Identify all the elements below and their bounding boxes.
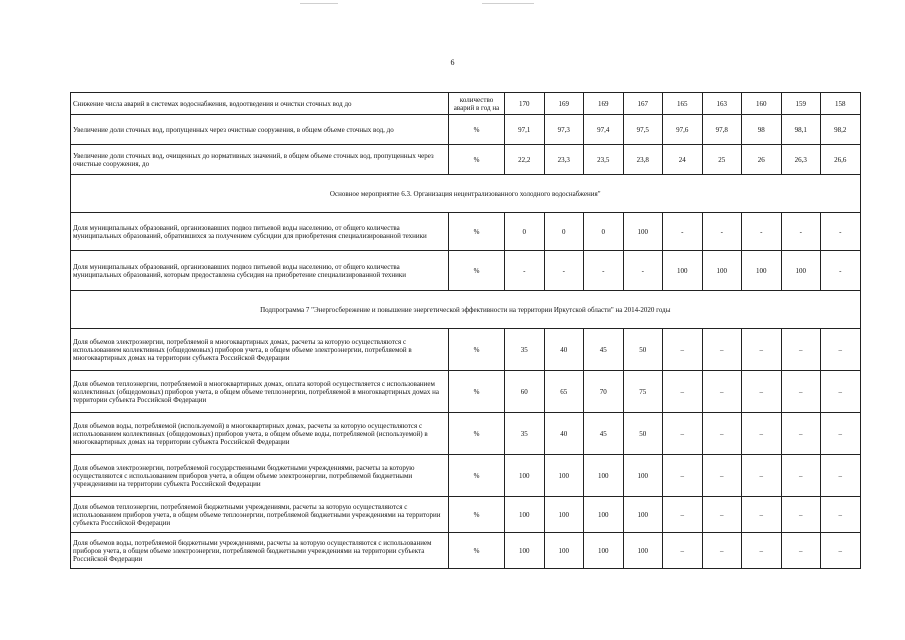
value-cell: – bbox=[821, 497, 861, 533]
value-cell: - bbox=[821, 213, 861, 251]
indicator-description: Доля объемов электроэнергии, потребляемой в многоквартирных домах, расчеты за которую осуществляются с использованием коллективных (общедомовых) приборов учета, в общем объеме электроэнергии, потребляемой в многоквартирных домах на территории субъекта Российской Федерации bbox=[71, 329, 449, 371]
value-cell: 24 bbox=[663, 145, 703, 175]
indicator-description: Доля объемов электроэнергии, потребляемой государственными бюджетными учреждениями, расчеты за которую осуществляются с использованием приборов учета, в общем объеме электроэнергии, потребляемой бюджетными учреждениями на территории субъекта Российской Федерации bbox=[71, 455, 449, 497]
value-cell: - bbox=[781, 213, 821, 251]
indicator-description: Доля объемов воды, потребляемой бюджетными учреждениями, расчеты за которую осуществляются с использованием приборов учета, в общем объеме электроэнергии, потребляемой бюджетными учреждениями на территории субъекта Российской Федерации bbox=[71, 533, 449, 569]
value-cell: – bbox=[663, 455, 703, 497]
unit-cell: % bbox=[449, 329, 505, 371]
value-cell: 75 bbox=[623, 371, 663, 413]
table-row bbox=[71, 533, 861, 569]
unit-cell: % bbox=[449, 413, 505, 455]
value-cell: 23,8 bbox=[623, 145, 663, 175]
table-body bbox=[71, 93, 861, 569]
value-cell: – bbox=[742, 329, 782, 371]
value-cell: 70 bbox=[584, 371, 624, 413]
value-cell: 100 bbox=[584, 455, 624, 497]
table-row bbox=[71, 497, 861, 533]
unit-cell: % bbox=[449, 251, 505, 291]
value-cell: - bbox=[742, 213, 782, 251]
value-cell: 169 bbox=[544, 93, 584, 115]
value-cell: 100 bbox=[505, 533, 545, 569]
value-cell: 100 bbox=[505, 497, 545, 533]
value-cell: – bbox=[781, 371, 821, 413]
indicator-description: Доля объемов теплоэнергии, потребляемой бюджетными учреждениями, расчеты за которую осуществляются с использованием приборов учета, в общем объеме теплоэнергии, потребляемой бюджетными учреждениями на территории субъекта Российской Федерации bbox=[71, 497, 449, 533]
value-cell: - bbox=[544, 251, 584, 291]
value-cell: 100 bbox=[663, 251, 703, 291]
unit-cell: % bbox=[449, 115, 505, 145]
indicator-description: Доля муниципальных образований, организовавших подвоз питьевой воды населению, от общего количества муниципальных образований, обратившихся за получением субсидии для приобретения специализированной техники bbox=[71, 213, 449, 251]
value-cell: - bbox=[663, 213, 703, 251]
value-cell: 159 bbox=[781, 93, 821, 115]
value-cell: 100 bbox=[702, 251, 742, 291]
value-cell: 23,3 bbox=[544, 145, 584, 175]
value-cell: 98,1 bbox=[781, 115, 821, 145]
value-cell: – bbox=[781, 497, 821, 533]
value-cell: 0 bbox=[544, 213, 584, 251]
value-cell: 97,4 bbox=[584, 115, 624, 145]
value-cell: 158 bbox=[821, 93, 861, 115]
unit-cell: % bbox=[449, 371, 505, 413]
value-cell: 100 bbox=[623, 533, 663, 569]
value-cell: 97,1 bbox=[505, 115, 545, 145]
value-cell: 0 bbox=[584, 213, 624, 251]
value-cell: – bbox=[742, 533, 782, 569]
indicator-description: Увеличение доли сточных вод, пропущенных через очистные сооружения, в общем объеме сточных вод, до bbox=[71, 115, 449, 145]
unit-cell: % bbox=[449, 455, 505, 497]
value-cell: – bbox=[821, 533, 861, 569]
value-cell: - bbox=[623, 251, 663, 291]
value-cell: – bbox=[781, 455, 821, 497]
page-number: 6 bbox=[450, 58, 455, 67]
indicator-description: Доля объемов теплоэнергии, потребляемой в многоквартирных домах, оплата которой осуществляется с использованием коллективных (общедомовых) приборов учета, в общем объеме теплоэнергии, потребляемой в многоквартирных домах на территории субъекта Российской Федерации bbox=[71, 371, 449, 413]
value-cell: – bbox=[702, 413, 742, 455]
value-cell: - bbox=[584, 251, 624, 291]
value-cell: – bbox=[702, 497, 742, 533]
indicators-table bbox=[70, 92, 861, 569]
table-row bbox=[71, 371, 861, 413]
value-cell: 100 bbox=[505, 455, 545, 497]
value-cell: 160 bbox=[742, 93, 782, 115]
value-cell: 100 bbox=[584, 533, 624, 569]
indicator-description: Снижение числа аварий в системах водоснабжения, водоотведения и очистки сточных вод до bbox=[71, 93, 449, 115]
value-cell: 40 bbox=[544, 413, 584, 455]
value-cell: – bbox=[742, 371, 782, 413]
value-cell: 100 bbox=[781, 251, 821, 291]
value-cell: – bbox=[702, 329, 742, 371]
table-row bbox=[71, 329, 861, 371]
value-cell: 50 bbox=[623, 413, 663, 455]
value-cell: 25 bbox=[702, 145, 742, 175]
value-cell: 98,2 bbox=[821, 115, 861, 145]
value-cell: 0 bbox=[505, 213, 545, 251]
indicator-description: Увеличение доли сточных вод, очищенных до нормативных значений, в общем объеме сточных вод, пропущенных через очистные сооружения, до bbox=[71, 145, 449, 175]
table-row bbox=[71, 93, 861, 115]
value-cell: 100 bbox=[544, 497, 584, 533]
value-cell: 97,8 bbox=[702, 115, 742, 145]
section-title: Подпрограмма 7 "Энергосбережение и повышение энергетической эффективности на территории Иркутской области" на 2014-2020 годы bbox=[71, 291, 861, 329]
value-cell: – bbox=[821, 455, 861, 497]
value-cell: - bbox=[821, 251, 861, 291]
value-cell: – bbox=[742, 497, 782, 533]
value-cell: 26,3 bbox=[781, 145, 821, 175]
value-cell: 50 bbox=[623, 329, 663, 371]
value-cell: 45 bbox=[584, 329, 624, 371]
value-cell: 169 bbox=[584, 93, 624, 115]
value-cell: 98 bbox=[742, 115, 782, 145]
value-cell: 100 bbox=[544, 533, 584, 569]
value-cell: – bbox=[663, 371, 703, 413]
table-row bbox=[71, 251, 861, 291]
value-cell: 35 bbox=[505, 413, 545, 455]
value-cell: 40 bbox=[544, 329, 584, 371]
section-title: Основное мероприятие 6.3. Организация нецентрализованного холодного водоснабжения" bbox=[71, 175, 861, 213]
value-cell: – bbox=[663, 329, 703, 371]
indicator-description: Доля муниципальных образований, организовавших подвоз питьевой воды населению, от общего количества муниципальных образований, которым предоставлена субсидия на приобретение специализированной техники bbox=[71, 251, 449, 291]
value-cell: 97,6 bbox=[663, 115, 703, 145]
unit-cell: % bbox=[449, 497, 505, 533]
section-header-row bbox=[71, 175, 861, 213]
value-cell: – bbox=[663, 413, 703, 455]
value-cell: – bbox=[821, 371, 861, 413]
value-cell: – bbox=[781, 329, 821, 371]
value-cell: – bbox=[781, 533, 821, 569]
value-cell: – bbox=[702, 533, 742, 569]
unit-cell: количество аварий в год на bbox=[449, 93, 505, 115]
table-row bbox=[71, 115, 861, 145]
scan-artifact-left bbox=[300, 3, 338, 4]
value-cell: 97,5 bbox=[623, 115, 663, 145]
value-cell: – bbox=[781, 413, 821, 455]
value-cell: – bbox=[702, 455, 742, 497]
value-cell: 60 bbox=[505, 371, 545, 413]
value-cell: 167 bbox=[623, 93, 663, 115]
table-row bbox=[71, 145, 861, 175]
value-cell: 170 bbox=[505, 93, 545, 115]
value-cell: 26,6 bbox=[821, 145, 861, 175]
table-row bbox=[71, 413, 861, 455]
value-cell: 100 bbox=[742, 251, 782, 291]
value-cell: 100 bbox=[623, 497, 663, 533]
value-cell: 100 bbox=[584, 497, 624, 533]
value-cell: - bbox=[702, 213, 742, 251]
unit-cell: % bbox=[449, 533, 505, 569]
value-cell: 163 bbox=[702, 93, 742, 115]
value-cell: 65 bbox=[544, 371, 584, 413]
scan-artifact-right bbox=[482, 3, 534, 4]
value-cell: 26 bbox=[742, 145, 782, 175]
value-cell: – bbox=[742, 413, 782, 455]
table-row bbox=[71, 455, 861, 497]
indicator-description: Доля объемов воды, потребляемой (используемой) в многоквартирных домах, расчеты за которую осуществляются с использованием коллективных (общедомовых) приборов учета, в общем объеме воды, потребляемой (используемой) в многоквартирных домах на территории субъекта Российской Федерации bbox=[71, 413, 449, 455]
value-cell: 100 bbox=[623, 455, 663, 497]
value-cell: 100 bbox=[544, 455, 584, 497]
value-cell: 35 bbox=[505, 329, 545, 371]
unit-cell: % bbox=[449, 213, 505, 251]
value-cell: – bbox=[663, 497, 703, 533]
value-cell: – bbox=[821, 413, 861, 455]
value-cell: – bbox=[663, 533, 703, 569]
value-cell: - bbox=[505, 251, 545, 291]
value-cell: – bbox=[742, 455, 782, 497]
table-row bbox=[71, 213, 861, 251]
value-cell: 22,2 bbox=[505, 145, 545, 175]
value-cell: 100 bbox=[623, 213, 663, 251]
value-cell: 23,5 bbox=[584, 145, 624, 175]
unit-cell: % bbox=[449, 145, 505, 175]
value-cell: 165 bbox=[663, 93, 703, 115]
value-cell: – bbox=[702, 371, 742, 413]
value-cell: 45 bbox=[584, 413, 624, 455]
section-header-row bbox=[71, 291, 861, 329]
value-cell: – bbox=[821, 329, 861, 371]
value-cell: 97,3 bbox=[544, 115, 584, 145]
